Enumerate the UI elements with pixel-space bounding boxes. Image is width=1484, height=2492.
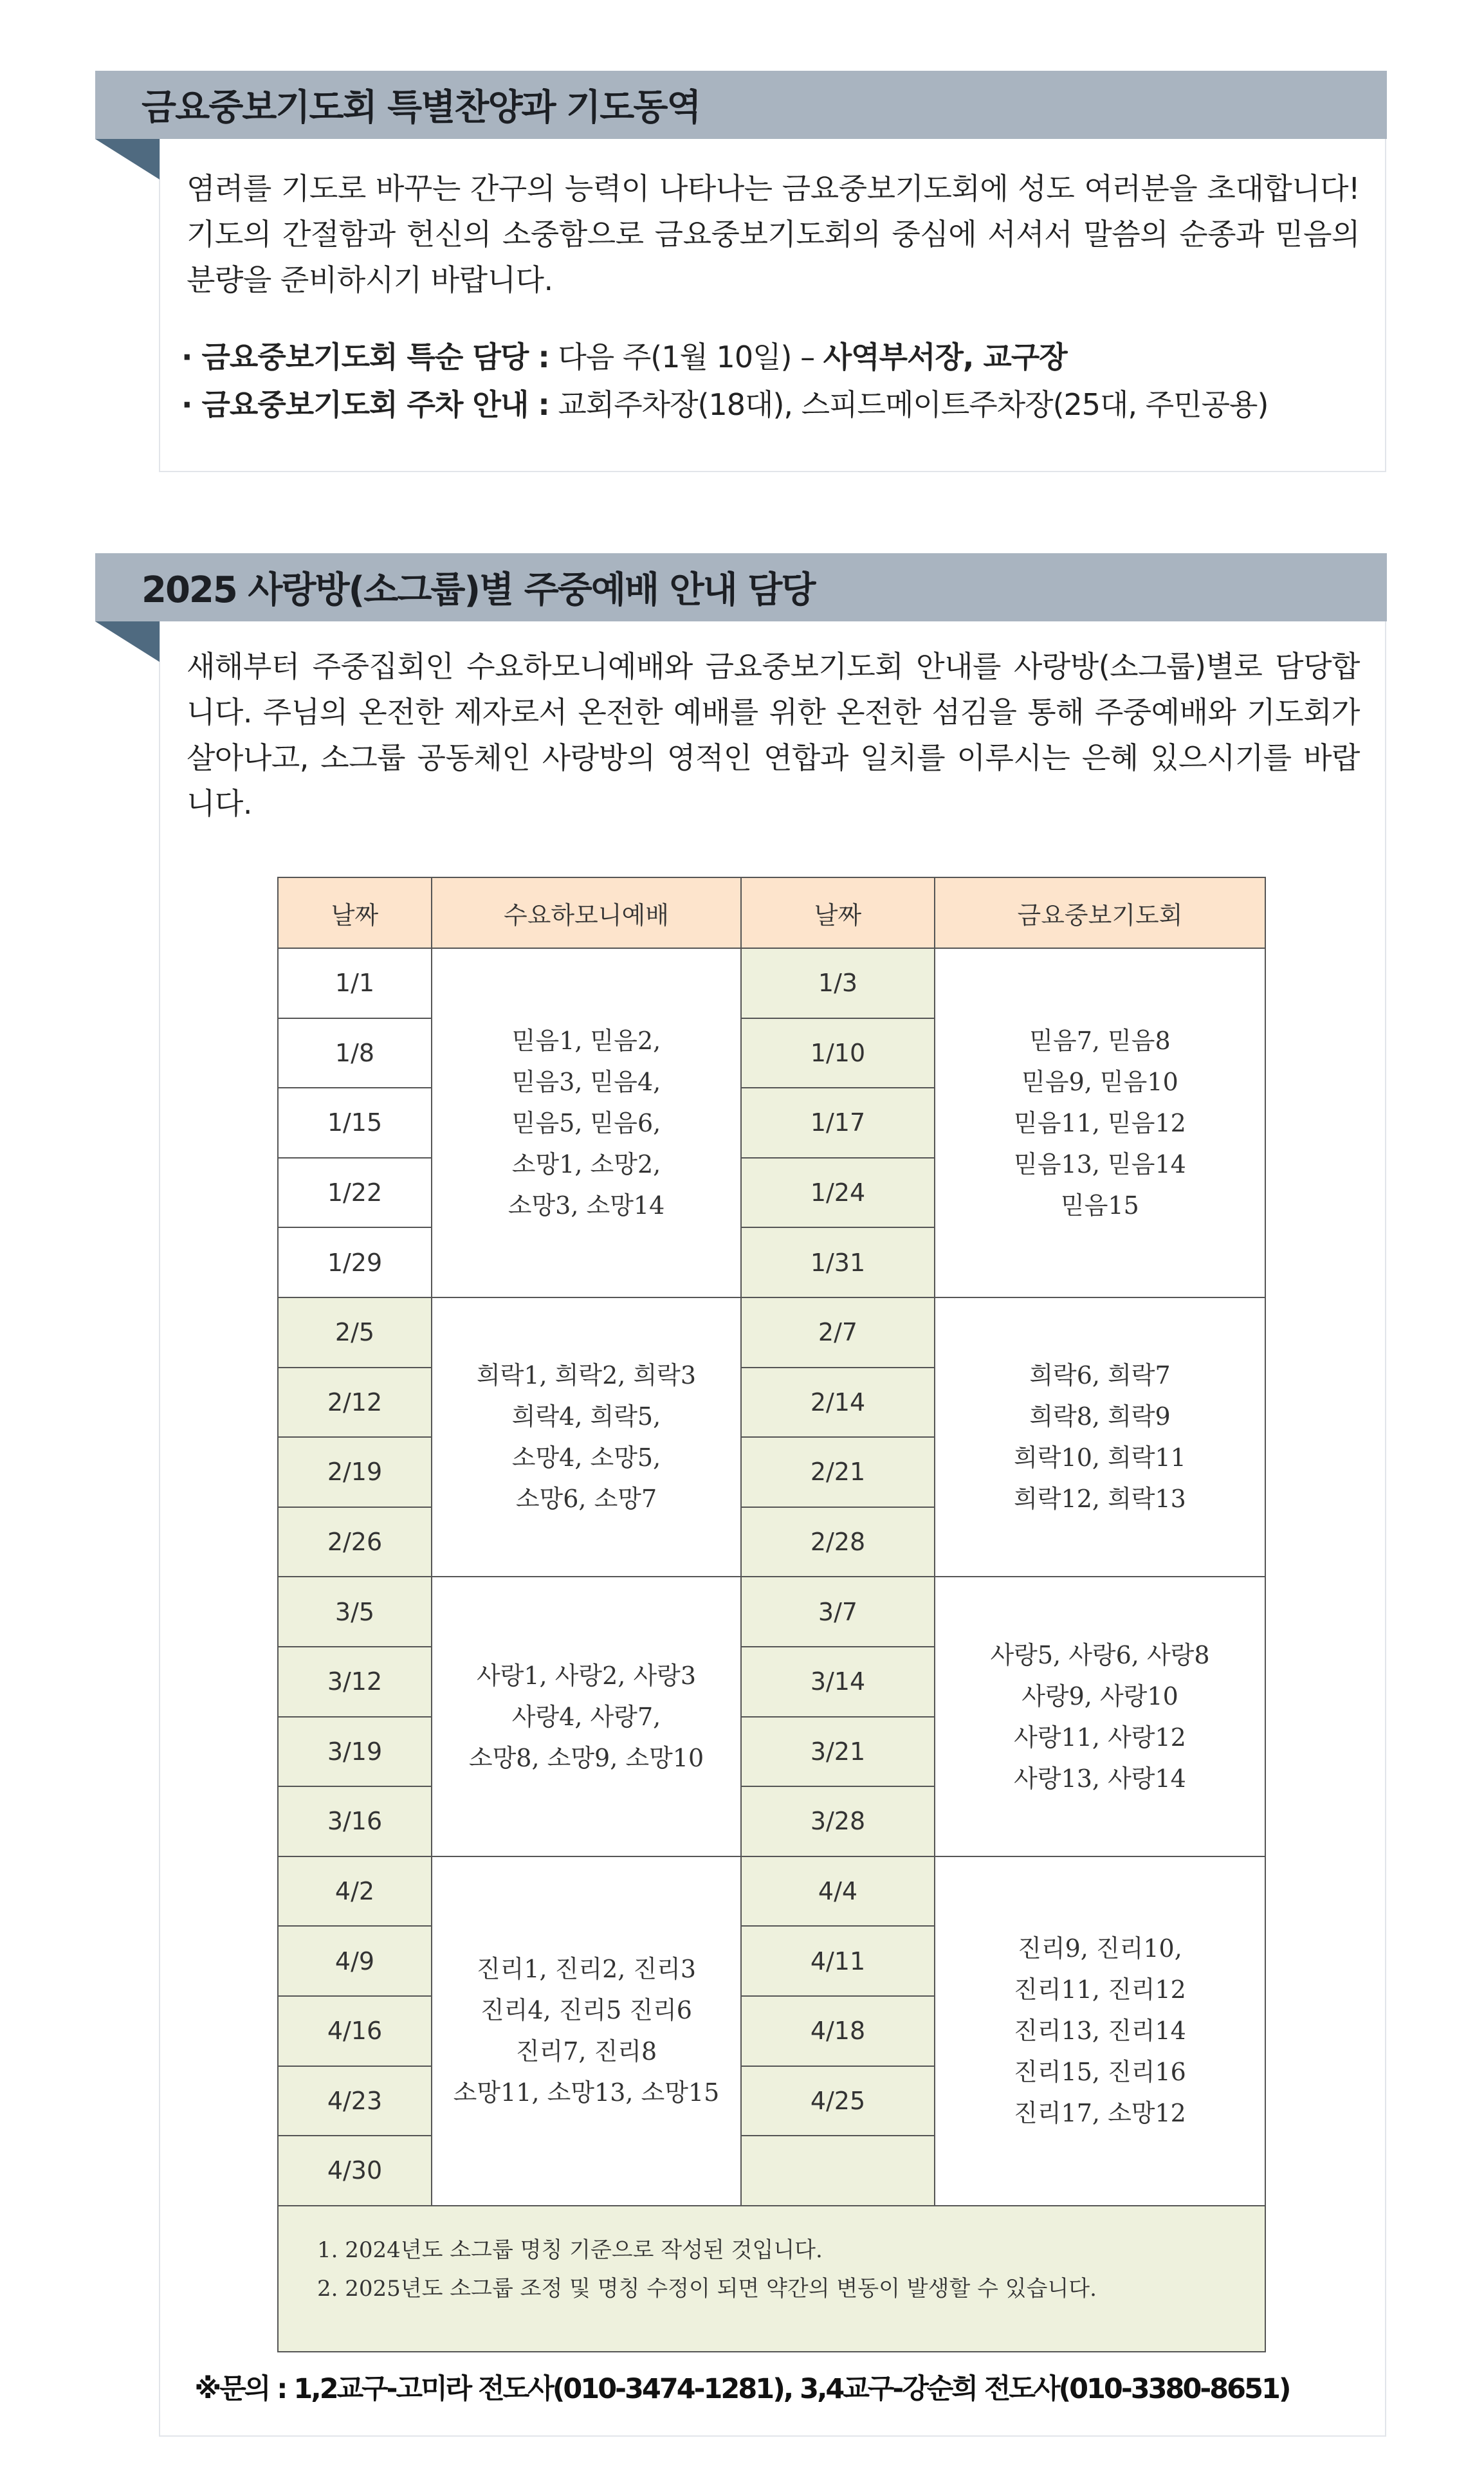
group-line: 진리17, 소망12 <box>1014 2099 1186 2128</box>
group-line: 진리9, 진리10, <box>1018 1934 1182 1963</box>
friday-date-cell: 3/21 <box>742 1718 935 1788</box>
group-line: 소망6, 소망7 <box>515 1485 657 1514</box>
friday-groups-cell <box>935 949 1266 1298</box>
group-line: 믿음7, 믿음8 <box>1029 1026 1171 1055</box>
group-line: 사랑9, 사랑10 <box>1021 1681 1178 1710</box>
group-line: 믿음11, 믿음12 <box>1014 1108 1186 1137</box>
friday-groups-list <box>1014 1020 1186 1226</box>
group-line: 사랑1, 사랑2, 사랑3 <box>476 1661 697 1690</box>
wednesday-groups-cell <box>432 1298 742 1577</box>
wednesday-groups-cell <box>432 949 742 1298</box>
group-line: 믿음5, 믿음6, <box>511 1108 661 1137</box>
wednesday-date-cell: 2/12 <box>279 1368 432 1438</box>
bullet-parking <box>181 381 1268 428</box>
wednesday-date-cell: 1/1 <box>279 949 432 1019</box>
friday-groups-list <box>990 1635 1209 1799</box>
group-line: 소망11, 소망13, 소망15 <box>453 2078 720 2107</box>
wednesday-groups-cell <box>432 1577 742 1856</box>
friday-date-cell: 1/10 <box>742 1019 935 1089</box>
group-line: 소망8, 소망9, 소망10 <box>468 1743 704 1772</box>
friday-date-cell: 3/28 <box>742 1787 935 1857</box>
table-header-cell: 날짜 <box>742 878 935 949</box>
wednesday-groups-list <box>469 1655 704 1779</box>
friday-date-cell: 4/11 <box>742 1927 935 1997</box>
group-line: 희락12, 희락13 <box>1014 1485 1186 1514</box>
wednesday-date-cell: 3/5 <box>279 1577 432 1647</box>
section-1-fold <box>95 139 160 179</box>
group-line: 희락1, 희락2, 희락3 <box>476 1361 697 1390</box>
friday-date-cell: 3/7 <box>742 1577 935 1647</box>
group-line: 진리7, 진리8 <box>515 2037 657 2066</box>
wednesday-date-cell: 3/19 <box>279 1718 432 1788</box>
table-header-cell: 날짜 <box>279 878 432 949</box>
section-1-title: 금요중보기도회 특별찬양과 기도동역 <box>95 71 1387 139</box>
friday-date-cell <box>742 2136 935 2206</box>
wednesday-date-cell: 3/12 <box>279 1647 432 1718</box>
group-line: 진리11, 진리12 <box>1014 1975 1186 2004</box>
wednesday-date-cell: 3/16 <box>279 1787 432 1857</box>
table-header-cell: 수요하모니예배 <box>432 878 742 949</box>
wednesday-date-cell: 4/23 <box>279 2067 432 2137</box>
table-header-cell: 금요중보기도회 <box>935 878 1266 949</box>
wednesday-date-cell: 2/26 <box>279 1508 432 1578</box>
group-line: 믿음1, 믿음2, <box>511 1026 661 1055</box>
friday-date-cell: 4/4 <box>742 1857 935 1927</box>
friday-date-cell: 4/18 <box>742 1997 935 2067</box>
friday-date-cell: 2/28 <box>742 1508 935 1578</box>
friday-groups-cell <box>935 1298 1266 1577</box>
wednesday-groups-list <box>508 1020 665 1226</box>
group-line: 진리4, 진리5 진리6 <box>480 1996 692 2025</box>
note-line: 2. 2025년도 소그룹 조정 및 명칭 수정이 되면 약간의 변동이 발생할 수 있습니다. <box>317 2275 1097 2302</box>
wednesday-date-cell: 2/5 <box>279 1298 432 1368</box>
group-line: 사랑5, 사랑6, 사랑8 <box>990 1640 1210 1669</box>
bullet-special-music-bold: 사역부서장, 교구장 <box>823 340 1067 374</box>
wednesday-groups-list <box>453 1948 720 2113</box>
friday-date-cell: 2/21 <box>742 1438 935 1508</box>
wednesday-date-cell: 4/9 <box>279 1927 432 1997</box>
section-1-bullets <box>181 333 1268 428</box>
group-line: 진리15, 진리16 <box>1014 2058 1186 2087</box>
wednesday-groups-list <box>477 1355 696 1519</box>
wednesday-date-cell: 1/22 <box>279 1159 432 1229</box>
wednesday-date-cell: 2/19 <box>279 1438 432 1508</box>
section-1-paragraph: 염려를 기도로 바꾸는 간구의 능력이 나타나는 금요중보기도회에 성도 여러분을 초대합니다! 기도의 간절함과 헌신의 소중함으로 금요중보기도회의 중심에 서셔서 말씀의 순종과 믿음의 분량을 준비하시기 바랍니다. <box>187 171 1360 297</box>
friday-date-cell: 4/25 <box>742 2067 935 2137</box>
friday-groups-cell <box>935 1577 1266 1856</box>
group-line: 진리1, 진리2, 진리3 <box>476 1955 697 1984</box>
section-2-title: 2025 사랑방(소그룹)별 주중예배 안내 담당 <box>95 553 1387 621</box>
group-line: 소망1, 소망2, <box>511 1150 661 1178</box>
wednesday-date-cell: 1/8 <box>279 1019 432 1089</box>
bullet-special-music <box>181 333 1268 381</box>
friday-date-cell: 1/3 <box>742 949 935 1019</box>
group-line: 희락10, 희락11 <box>1014 1443 1186 1472</box>
wednesday-date-cell: 4/30 <box>279 2136 432 2206</box>
group-line: 사랑4, 사랑7, <box>511 1702 661 1731</box>
group-line: 희락6, 희락7 <box>1029 1361 1171 1390</box>
section-2-paragraph: 새해부터 주중집회인 수요하모니예배와 금요중보기도회 안내를 사랑방(소그룹)별로 담당합니다. 주님의 온전한 제자로서 온전한 예배를 위한 온전한 섬김을 통해 주중예배와 기도회가 살아나고, 소그룹 공동체인 사랑방의 영적인 연합과 일치를 이루시는 은혜 있으시기를 바랍니다. <box>187 649 1360 821</box>
group-line: 진리13, 진리14 <box>1014 2017 1186 2046</box>
group-line: 소망3, 소망14 <box>508 1191 665 1220</box>
friday-date-cell: 2/7 <box>742 1298 935 1368</box>
group-line: 믿음13, 믿음14 <box>1014 1150 1186 1178</box>
bullet-special-music-label: · 금요중보기도회 특순 담당 : <box>181 340 549 374</box>
wednesday-date-cell: 1/15 <box>279 1088 432 1159</box>
group-line: 믿음3, 믿음4, <box>511 1067 661 1096</box>
group-line: 소망4, 소망5, <box>511 1443 661 1472</box>
friday-date-cell: 1/17 <box>742 1088 935 1159</box>
friday-date-cell: 2/14 <box>742 1368 935 1438</box>
wednesday-groups-cell <box>432 1857 742 2206</box>
group-line: 믿음15 <box>1061 1191 1139 1220</box>
section-2-fold <box>95 621 160 662</box>
group-line: 희락4, 희락5, <box>511 1402 661 1431</box>
friday-groups-list <box>1014 1355 1186 1519</box>
group-line: 희락8, 희락9 <box>1029 1402 1171 1431</box>
table-notes <box>279 2206 1266 2352</box>
schedule-table <box>277 877 1266 2352</box>
friday-date-cell: 1/31 <box>742 1228 935 1298</box>
bullet-parking-text: 교회주차장(18대), 스피드메이트주차장(25대, 주민공용) <box>549 387 1269 422</box>
wednesday-date-cell: 4/2 <box>279 1857 432 1927</box>
wednesday-date-cell: 1/29 <box>279 1228 432 1298</box>
bullet-parking-label: · 금요중보기도회 주차 안내 : <box>181 387 549 422</box>
wednesday-date-cell: 4/16 <box>279 1997 432 2067</box>
friday-date-cell: 3/14 <box>742 1647 935 1718</box>
bullet-special-music-text: 다음 주(1월 10일) – <box>549 340 823 374</box>
group-line: 사랑11, 사랑12 <box>1014 1723 1186 1752</box>
contact-info: ※문의 : 1,2교구-고미라 전도사(010-3474-1281), 3,4교구-강순희 전도사(010-3380-8651) <box>194 2373 1290 2405</box>
friday-groups-list <box>1014 1928 1186 2134</box>
friday-groups-cell <box>935 1857 1266 2206</box>
group-line: 믿음9, 믿음10 <box>1021 1067 1178 1096</box>
note-line: 1. 2024년도 소그룹 명칭 기준으로 작성된 것입니다. <box>317 2237 823 2263</box>
friday-date-cell: 1/24 <box>742 1159 935 1229</box>
group-line: 사랑13, 사랑14 <box>1014 1764 1186 1793</box>
